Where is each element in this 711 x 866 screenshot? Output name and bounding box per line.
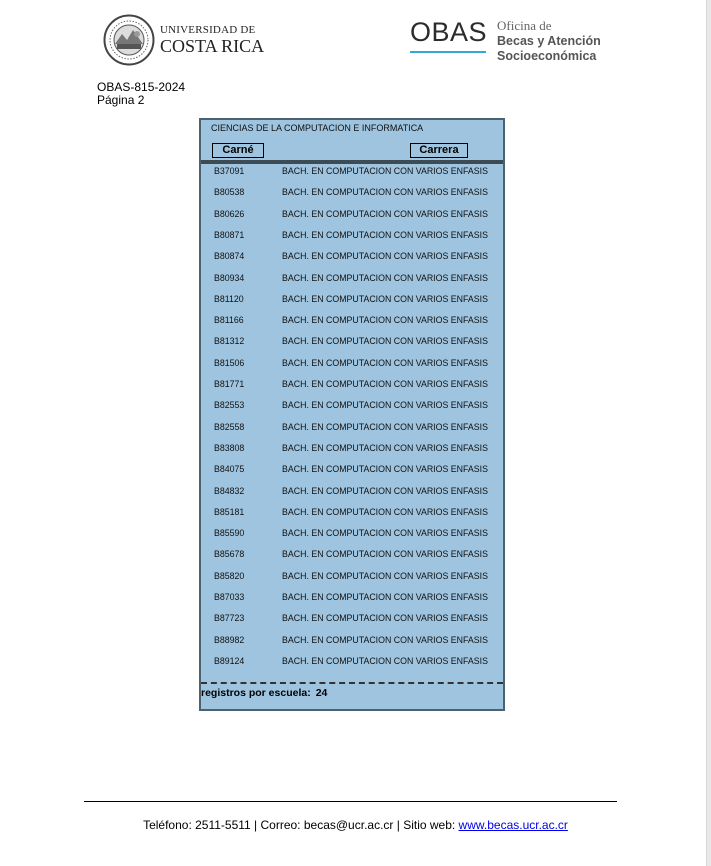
row-carne: B81166: [214, 315, 244, 326]
table-row: [201, 273, 503, 294]
row-carrera: BACH. EN COMPUTACION CON VARIOS ENFASIS: [282, 357, 488, 368]
row-carne: B84075: [214, 464, 245, 475]
table-end-rule: [201, 682, 503, 684]
footer: [0, 818, 711, 832]
ucr-logo: [103, 14, 264, 66]
row-carrera: BACH. EN COMPUTACION CON VARIOS ENFASIS: [282, 570, 488, 581]
row-carne: B80934: [214, 272, 245, 283]
obas-line1: Oficina de: [497, 18, 552, 33]
table-row: [201, 251, 503, 272]
website-link[interactable]: www.becas.ucr.ac.cr: [458, 818, 568, 832]
row-carne: B87033: [214, 592, 245, 602]
footer-contact: Teléfono: 2511-5511 | Correo: becas@ucr.ac.cr | Sitio web:: [143, 818, 459, 832]
row-carrera: BACH. EN COMPUTACION CON VARIOS ENFASIS: [282, 379, 488, 389]
row-carne: B85181: [214, 506, 245, 517]
table-row: [201, 422, 503, 443]
table-row: [201, 230, 503, 251]
row-carrera: BACH. EN COMPUTACION CON VARIOS ENFASIS: [282, 655, 488, 666]
row-carrera: BACH. EN COMPUTACION CON VARIOS ENFASIS: [282, 634, 488, 645]
row-carne: B85820: [214, 570, 245, 581]
row-carrera: BACH. EN COMPUTACION CON VARIOS ENFASIS: [282, 272, 488, 283]
total-label: registros por escuela:: [201, 687, 311, 699]
row-carrera: BACH. EN COMPUTACION CON VARIOS ENFASIS: [282, 251, 488, 262]
table-row: [201, 486, 503, 507]
row-carne: B37091: [214, 166, 245, 176]
total-value: 24: [315, 687, 328, 699]
table-row: [201, 187, 503, 208]
header-rule: [201, 160, 503, 164]
column-header-carrera: Carrera: [410, 143, 468, 158]
row-carne: B84832: [214, 485, 245, 496]
row-carne: B82558: [214, 421, 245, 432]
row-carne: B81312: [214, 336, 245, 347]
table-row: [201, 209, 503, 230]
row-carne: B85678: [214, 549, 245, 560]
row-carrera: BACH. EN COMPUTACION CON VARIOS ENFASIS: [282, 187, 488, 198]
table-row: [201, 656, 503, 677]
row-carrera: BACH. EN COMPUTACION CON VARIOS ENFASIS: [282, 485, 488, 496]
table-row: [201, 358, 503, 379]
row-carrera: BACH. EN COMPUTACION CON VARIOS ENFASIS: [282, 293, 488, 304]
ucr-name-line2: COSTA RICA: [160, 36, 265, 56]
row-carrera: BACH. EN COMPUTACION CON VARIOS ENFASIS: [282, 336, 488, 347]
row-carne: B80626: [214, 208, 245, 219]
row-carne: B80871: [214, 229, 245, 240]
obas-underline: [410, 51, 486, 53]
row-carrera: BACH. EN COMPUTACION CON VARIOS ENFASIS: [282, 549, 488, 560]
row-carrera: BACH. EN COMPUTACION CON VARIOS ENFASIS: [282, 506, 488, 517]
row-carrera: BACH. EN COMPUTACION CON VARIOS ENFASIS: [282, 166, 488, 176]
obas-line3: Socioeconómica: [497, 49, 597, 63]
row-carne: B82553: [214, 400, 245, 411]
row-carne: B89124: [214, 655, 245, 666]
table-row: [201, 400, 503, 421]
row-carne: B81506: [214, 357, 245, 368]
obas-logo: [410, 18, 601, 65]
table-row: [201, 379, 503, 400]
row-carrera: BACH. EN COMPUTACION CON VARIOS ENFASIS: [282, 528, 488, 539]
ucr-name-line1: UNIVERSIDAD DE: [160, 24, 256, 36]
row-carrera: BACH. EN COMPUTACION CON VARIOS ENFASIS: [282, 208, 488, 219]
table-row: [201, 613, 503, 634]
row-carne: B87723: [214, 613, 245, 624]
row-carne: B81771: [214, 379, 245, 389]
obas-acronym: OBAS: [410, 17, 488, 47]
obas-line2: Becas y Atención: [497, 33, 601, 48]
page-number: Página 2: [97, 93, 145, 107]
row-carne: B83808: [214, 442, 245, 453]
table-row: [201, 294, 503, 315]
table-row: [201, 336, 503, 357]
row-carrera: BACH. EN COMPUTACION CON VARIOS ENFASIS: [282, 592, 488, 602]
document-reference: [97, 81, 185, 107]
row-carne: B80874: [214, 251, 245, 262]
table-row: [201, 166, 503, 187]
page-edge: [706, 0, 711, 866]
table-row: [201, 315, 503, 336]
row-carne: B88982: [214, 634, 245, 645]
table-row: [201, 549, 503, 570]
school-name: CIENCIAS DE LA COMPUTACION E INFORMATICA: [211, 123, 424, 133]
row-carrera: BACH. EN COMPUTACION CON VARIOS ENFASIS: [282, 400, 488, 411]
row-carne: B80538: [214, 187, 245, 198]
table-row: [201, 464, 503, 485]
row-carrera: BACH. EN COMPUTACION CON VARIOS ENFASIS: [282, 315, 488, 326]
row-carrera: BACH. EN COMPUTACION CON VARIOS ENFASIS: [282, 442, 488, 453]
table-row: [201, 443, 503, 464]
table-row: [201, 635, 503, 656]
doc-number: OBAS-815-2024: [97, 80, 186, 94]
ucr-seal-icon: [103, 14, 155, 66]
row-carne: B81120: [214, 293, 244, 304]
column-header-carne: Carné: [212, 143, 264, 158]
row-carrera: BACH. EN COMPUTACION CON VARIOS ENFASIS: [282, 613, 488, 624]
table-row: [201, 507, 503, 528]
footer-rule: [84, 801, 617, 802]
table-row: [201, 592, 503, 613]
students-table: [199, 118, 505, 711]
row-carrera: BACH. EN COMPUTACION CON VARIOS ENFASIS: [282, 464, 488, 475]
table-row: [201, 571, 503, 592]
row-carrera: BACH. EN COMPUTACION CON VARIOS ENFASIS: [282, 229, 488, 240]
table-row: [201, 528, 503, 549]
row-carrera: BACH. EN COMPUTACION CON VARIOS ENFASIS: [282, 421, 488, 432]
records-total: [201, 687, 327, 699]
row-carne: B85590: [214, 528, 245, 539]
